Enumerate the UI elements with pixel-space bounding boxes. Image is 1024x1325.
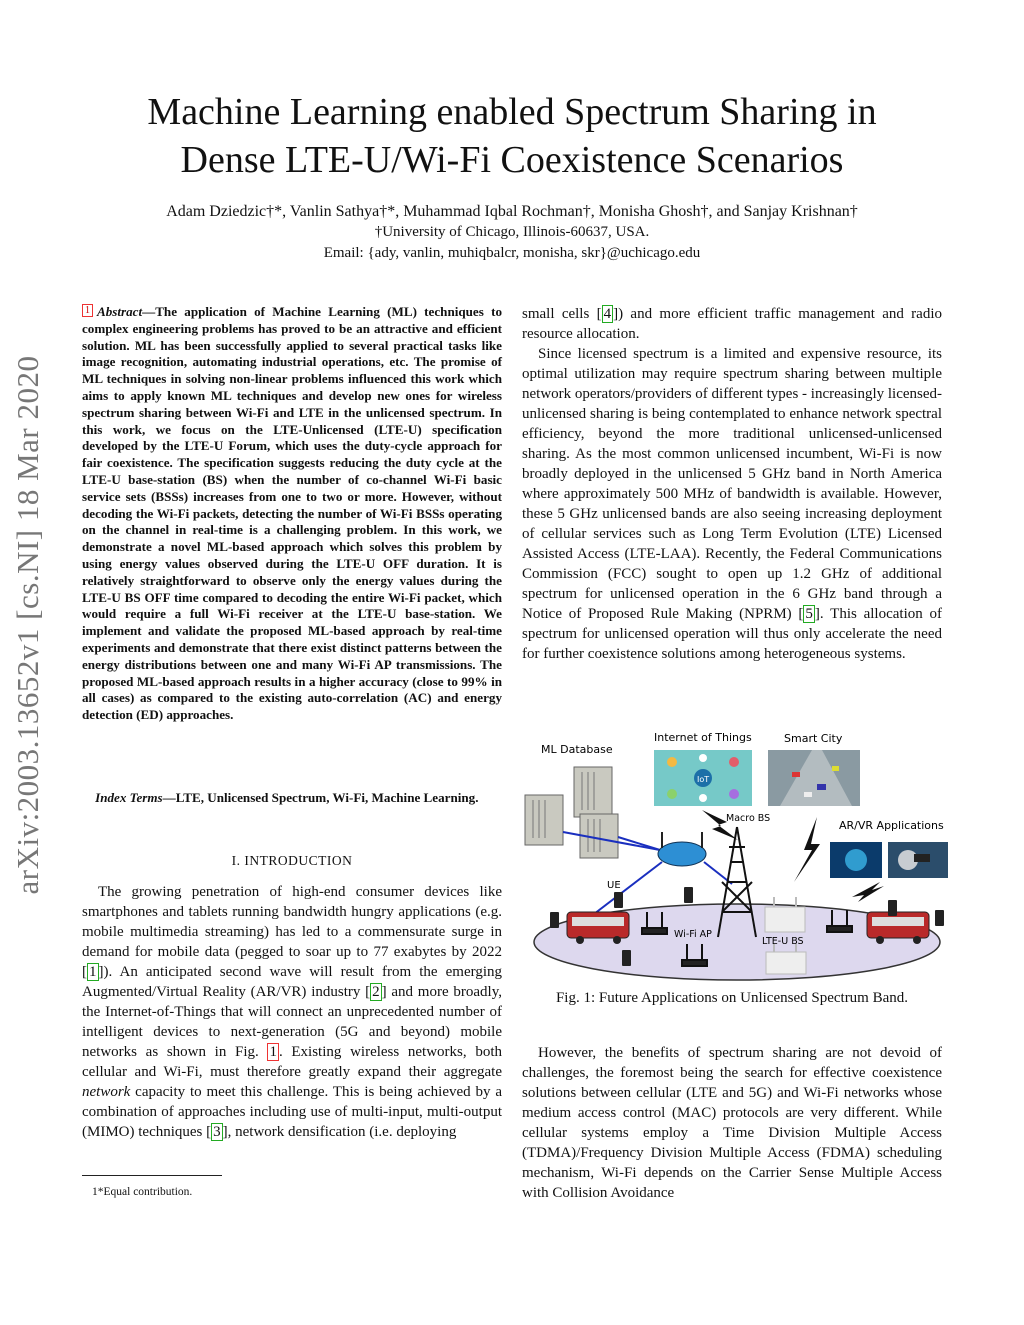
label-iot: Internet of Things [654,731,752,744]
label-lte-u-bs: LTE-U BS [762,936,804,947]
author-email: Email: {ady, vanlin, muhiqbalcr, monisha, skr}@uchicago.edu [323,245,701,261]
title-line-2: Dense LTE-U/Wi-Fi Coexistence Scenarios [180,139,844,181]
footnote: 1*Equal contribution. [92,1186,193,1198]
lte-u-bs-icon [765,897,805,932]
figure-reference-link[interactable]: 1 [269,1044,277,1060]
label-arvr: AR/VR Applications [839,819,944,832]
intro-text: . Existing wireless networks, both cellular and Wi-Fi, must therefore greatly expand their aggregate [82,1044,502,1080]
index-terms [82,790,502,807]
phone-icon [550,912,559,928]
index-terms-text: —LTE, Unlicensed Spectrum, Wi-Fi, Machine Learning. [162,790,479,805]
footnote-divider [82,1175,222,1176]
label-ml-database: ML Database [541,743,613,756]
body-text: ]) and more efficient traffic management and radio resource allocation. [522,306,943,342]
citation-link[interactable]: 5 [805,606,813,622]
phone-icon [935,910,944,926]
intro-text: ]). An anticipated second wave will result from the emerging Augmented/Virtual Reality (AR/VR) industry [ [82,964,502,1000]
server-icon [525,795,563,845]
label-wifi-ap: Wi-Fi AP [674,929,712,940]
body-paragraph: However, the benefits of spectrum sharing are not devoid of challenges, the foremost being the search for effective coexistence solutions between cellular (LTE and 5G) and Wi-Fi networks whose medium access control (MAC) protocols are very different. While cellular systems employ a Time Division Multiple Access (TDMA)/Frequency Division Multiple Access (FDMA) scheduling mechanism, Wi-Fi depends on the Carrier Sense Multiple Access with Collision Avoidance [522,1045,942,1201]
router-icon [658,832,706,866]
citation-link[interactable]: 4 [603,306,612,322]
intro-text: ] and more broadly, the Internet-of-Things that will connect an unprecedented number of intelligent devices to next-generation (5G and beyond) mobile networks as shown in Fig. [82,984,502,1060]
lightning-icon [794,817,820,882]
iot-hub-label: IoT [697,775,710,784]
intro-text: capacity to meet this challenge. This is being achieved by a combination of approaches including use of multi-input, multi-output (MIMO) techniques [ [82,1084,502,1140]
paper-title [60,88,964,184]
abstract [82,304,502,724]
smart-city-image [768,750,860,806]
iot-image [654,750,752,806]
abstract-text: —The application of Machine Learning (ML) techniques to complex engineering problems has proved to be an attractive and efficient solution. ML has been successfully applied to several practical tasks like image recognition, automating industrial operations, etc. The promise of ML techniques in solving non-linear problems influenced this work which aims to apply known ML techniques and develop new ones for wireless spectrum sharing between Wi-Fi and LTE in the unlicensed spectrum. In this work, we focus on the LTE-Unlicensed (LTE-U) specification developed by the LTE-U Forum, which uses the duty-cycle approach for fair coexistence. The specification suggests reducing the duty cycle at the LTE-U base-station (BS) when the number of co-channel Wi-Fi basic service sets (BSSs) increases from one to two or more. However, without decoding the Wi-Fi packets, detecting the number of Wi-Fi BSSs operating on the channel in real-time is a challenging problem. In this work, we demonstrate a novel ML-based approach which solves this problem by using energy values observed during the LTE-U OFF duration. It is relatively straightforward to observe only the energy values during the LTE-U BS OFF time compared to decoding the entire Wi-Fi packet, which would require a full Wi-Fi receiver at the LTE-U base-station. We implement and validate the proposed ML-based approach by real-time experiments and demonstrate that there exist distinct patterns between the energy distributions between one and many Wi-Fi AP transmissions. The proposed ML-based approach results in a higher accuracy (close to 99% in all cases) as compared to the existing auto-correlation (AC) and energy detection (ED) approaches. [82,304,502,723]
citation-link[interactable]: 3 [213,1124,221,1140]
label-macro-bs: Macro BS [726,813,771,824]
section-heading-introduction: I. INTRODUCTION [231,853,353,868]
body-text: ]. This allocation of spectrum for unlicensed operation will thus only accelerate the need for further coexistence solutions among heterogeneous systems. [522,606,943,662]
index-terms-label: Index Terms [95,790,163,805]
arvr-image [830,842,948,878]
author-list: Adam Dziedzic†*, Vanlin Sathya†*, Muhammad Iqbal Rochman†, Monisha Ghosh†, and Sanjay Krishnan† [166,203,858,220]
citation-link[interactable]: 1 [89,964,97,980]
figure-spectrum-applications [522,722,952,982]
citation-link[interactable]: 2 [372,984,380,1000]
affiliation: †University of Chicago, Illinois-60637, USA. [374,224,650,240]
label-ue: UE [607,880,621,891]
lightning-icon [852,882,884,902]
figure-caption: Fig. 1: Future Applications on Unlicensed Spectrum Band. [555,990,909,1006]
intro-emphasis: network [82,1084,131,1100]
body-paragraph [522,344,942,664]
intro-text: ], network densification (i.e. deploying [222,1124,457,1140]
title-line-1: Machine Learning enabled Spectrum Sharing in [147,91,877,133]
body-text: Since licensed spectrum is a limited and expensive resource, its optimal utilization may require spectrum sharing between multiple network operators/providers of different types - increasingly licensed-unlicensed sharing is being contemplated to enhance network spectral efficiency, beyond the more traditional unlicensed-unlicensed sharing. As the most common unlicensed incumbent, Wi-Fi is now broadly deployed in the unlicensed 5 GHz band in North America where approximately 500 MHz of bandwidth is available. However, these 5 GHz unlicensed bands are also seeing increasing deployment of cellular services such as Long Term Evolution (LTE) Licensed Assisted Access (LTE-LAA). Recently, the Federal Communications Commission (FCC) sought to open up 1.2 GHz of additional spectrum for unlicensed operation in the 6 GHz band through a Notice of Proposed Rule Making (NPRM) [ [522,346,942,622]
phone-icon [888,900,897,916]
arxiv-identifier-stamp: arXiv:2003.13652v1 [cs.NI] 18 Mar 2020 [10,355,45,895]
abstract-label: Abstract [97,304,143,319]
server-icon [574,767,612,817]
phone-icon [614,892,623,908]
phone-icon [684,887,693,903]
introduction-paragraph [82,882,502,1142]
body-paragraph [522,304,942,344]
label-smart-city: Smart City [784,732,843,745]
body-text: small cells [ [522,306,602,322]
footnote-marker-link[interactable]: 1 [82,304,93,317]
intro-text: The growing penetration of high-end consumer devices like smartphones and tablets running bandwidth hungry applications (e.g. mobile multimedia streaming) has led to a commensurate surge in demand for mobile data (pegged to soar up to 77 exabytes by 2022 [ [82,884,502,980]
phone-icon [622,950,631,966]
